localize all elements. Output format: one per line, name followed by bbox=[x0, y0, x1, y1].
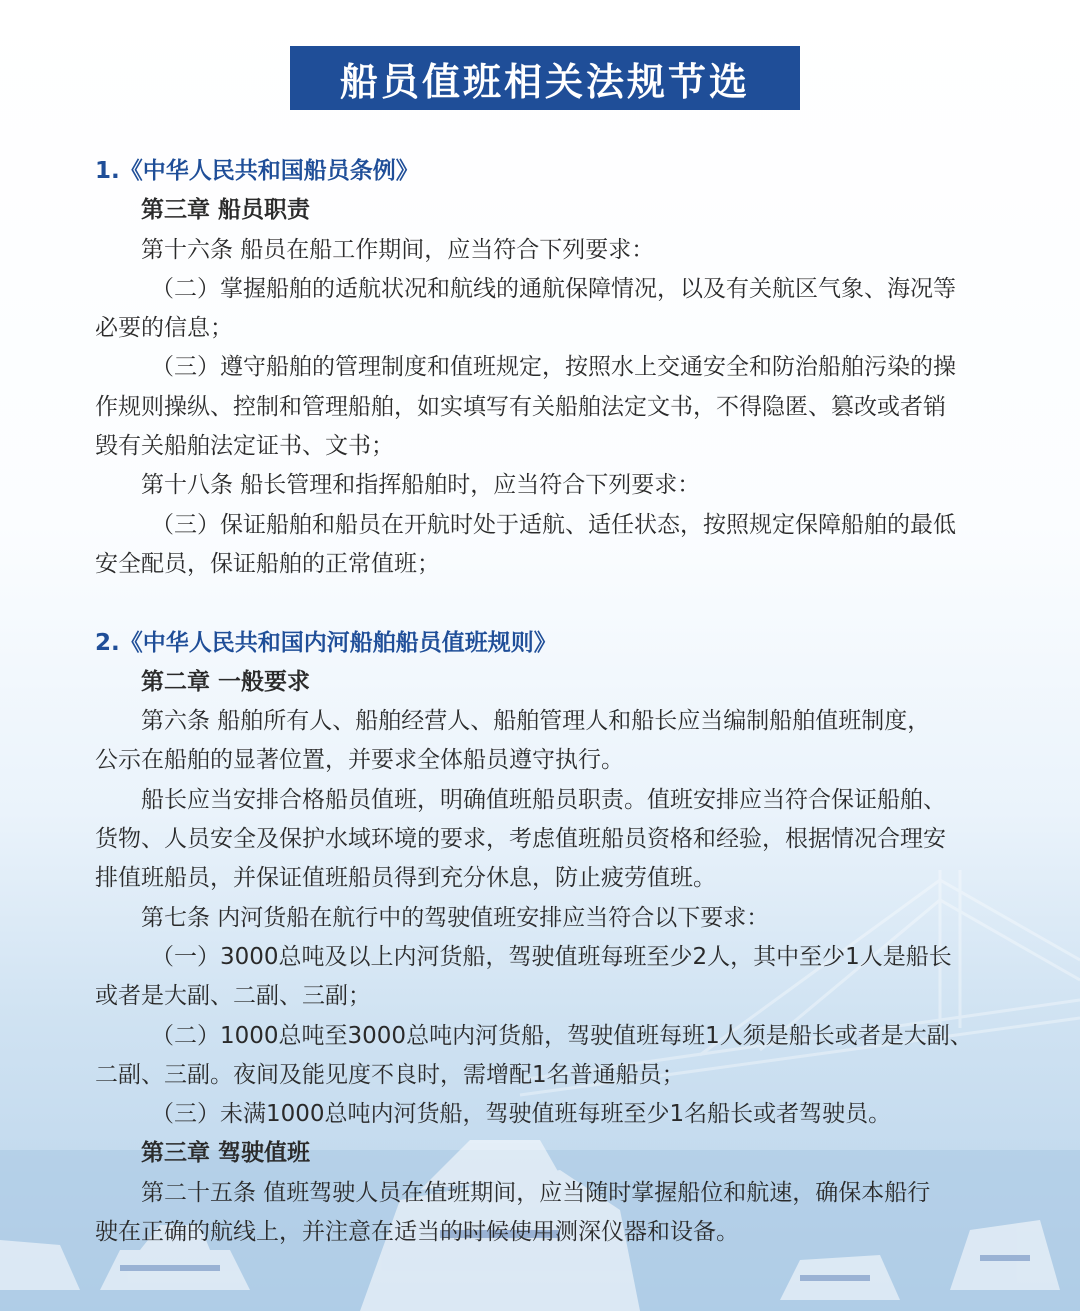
page-title: 船员值班相关法规节选 bbox=[339, 59, 750, 104]
section-1-line: 作规则操纵、控制和管理船舶，如实填写有关船舶法定文书，不得隐匿、篡改或者销 bbox=[95, 393, 946, 420]
section-2-chapter-1: 第二章 一般要求 bbox=[141, 668, 311, 695]
section-2-line: 第七条 内河货船在航行中的驾驶值班安排应当符合以下要求： bbox=[141, 904, 770, 931]
section-2-line: 公示在船舶的显著位置，并要求全体船员遵守执行。 bbox=[95, 747, 624, 774]
section-2-line: 驶在正确的航线上，并注意在适当的时候使用测深仪器和设备。 bbox=[95, 1219, 739, 1246]
section-2-line: 排值班船员，并保证值班船员得到充分休息，防止疲劳值班。 bbox=[95, 865, 716, 892]
section-2-line: （三）未满1000总吨内河货船，驾驶值班每班至少1名船长或者驾驶员。 bbox=[151, 1101, 892, 1128]
section-1-line: 安全配员，保证船舶的正常值班； bbox=[95, 550, 440, 577]
section-2-line: （二）1000总吨至3000总吨内河货船，驾驶值班每班1人须是船长或者是大副、 bbox=[151, 1022, 973, 1049]
section-1-line: （三）遵守船舶的管理制度和值班规定，按照水上交通安全和防治船舶污染的操 bbox=[151, 354, 956, 381]
title-banner bbox=[290, 46, 800, 110]
section-2-line: 第二十五条 值班驾驶人员在值班期间，应当随时掌握船位和航速，确保本船行 bbox=[141, 1179, 931, 1206]
section-2-line: 货物、人员安全及保护水域环境的要求，考虑值班船员资格和经验，根据情况合理安 bbox=[95, 826, 946, 853]
section-2-line: 二副、三副。夜间及能见度不良时，需增配1名普通船员； bbox=[95, 1061, 685, 1088]
section-2-line: 船长应当安排合格船员值班，明确值班船员职责。值班安排应当符合保证船舶、 bbox=[141, 786, 946, 813]
section-2-line: （一）3000总吨及以上内河货船，驾驶值班每班至少2人，其中至少1人是船长 bbox=[151, 943, 952, 970]
section-1-line: 必要的信息； bbox=[95, 315, 233, 342]
section-2-line: 或者是大副、二副、三副； bbox=[95, 983, 371, 1010]
section-1-line: （三）保证船舶和船员在开航时处于适航、适任状态，按照规定保障船舶的最低 bbox=[151, 511, 956, 538]
section-1-line: （二）掌握船舶的适航状况和航线的通航保障情况，以及有关航区气象、海况等 bbox=[151, 275, 956, 302]
section-1-line: 第十六条 船员在船工作期间，应当符合下列要求： bbox=[141, 236, 655, 263]
section-1-line: 毁有关船舶法定证书、文书； bbox=[95, 433, 394, 460]
section-1-chapter: 第三章 船员职责 bbox=[141, 197, 311, 224]
section-2-chapter-2: 第三章 驾驶值班 bbox=[141, 1140, 311, 1167]
section-2-line: 第六条 船舶所有人、船舶经营人、船舶管理人和船长应当编制船舶值班制度， bbox=[141, 708, 931, 735]
section-spacer bbox=[95, 584, 995, 623]
section-2-heading: 2.《中华人民共和国内河船舶船员值班规则》 bbox=[95, 629, 557, 656]
regulation-content bbox=[95, 152, 995, 1252]
section-1-heading: 1.《中华人民共和国船员条例》 bbox=[95, 158, 419, 184]
section-1-line: 第十八条 船长管理和指挥船舶时，应当符合下列要求： bbox=[141, 472, 701, 499]
